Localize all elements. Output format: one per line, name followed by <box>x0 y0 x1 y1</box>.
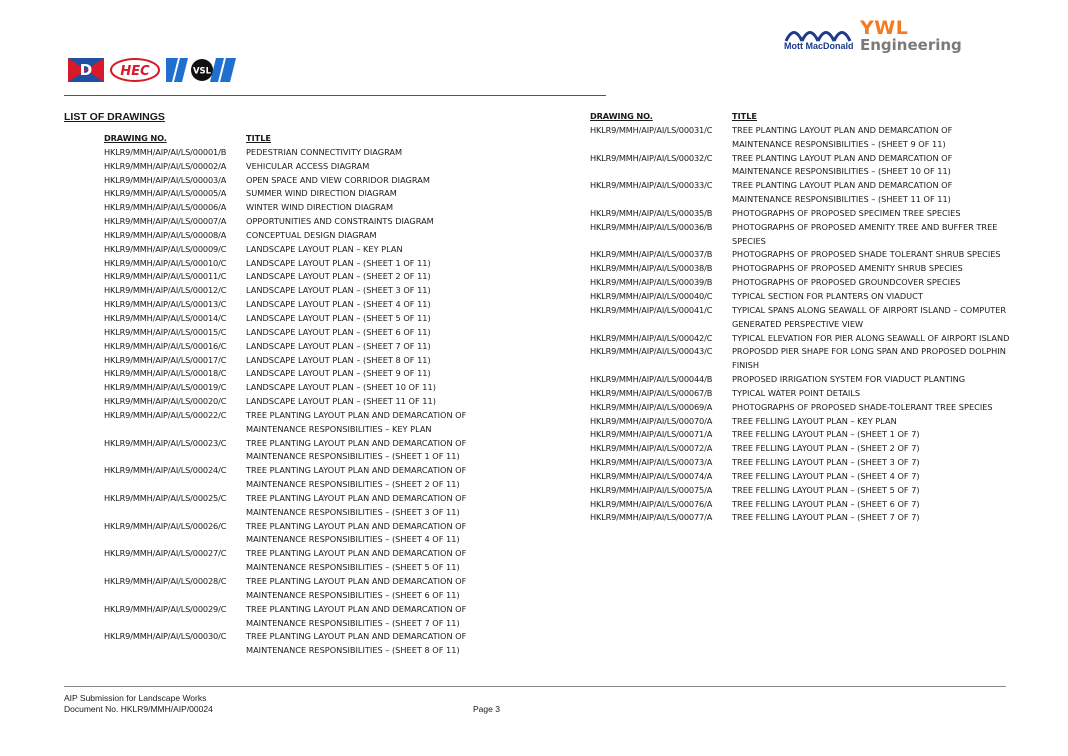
table-row <box>104 340 508 354</box>
table-row <box>590 401 1010 415</box>
drawing-number: HKLR9/MMH/AIP/AI/LS/00014/C <box>104 312 227 323</box>
drawing-number: HKLR9/MMH/AIP/AI/LS/00029/C <box>104 603 227 614</box>
drawing-no-header: DRAWING NO. <box>104 133 167 143</box>
table-row <box>104 630 508 658</box>
vsl-logo-text: VSL <box>192 66 212 77</box>
drawing-title: TYPICAL WATER POINT DETAILS <box>732 387 861 398</box>
drawing-title: TREE PLANTING LAYOUT PLAN AND DEMARCATION OF MAINTENANCE RESPONSIBILITIES – (SHEET 10 OF 11) <box>732 152 953 177</box>
drawing-title: LANDSCAPE LAYOUT PLAN – (SHEET 3 OF 11) <box>246 285 431 296</box>
drawing-number: HKLR9/MMH/AIP/AI/LS/00071/A <box>590 429 713 440</box>
drawing-number: HKLR9/MMH/AIP/AI/LS/00009/C <box>104 243 227 254</box>
drawing-number: HKLR9/MMH/AIP/AI/LS/00024/C <box>104 465 227 476</box>
column-headers <box>590 110 1010 124</box>
drawing-title: PHOTOGRAPHS OF PROPOSED GROUNDCOVER SPECIES <box>732 277 961 288</box>
drawing-title: OPEN SPACE AND VIEW CORRIDOR DIAGRAM <box>246 174 430 185</box>
table-row <box>104 547 508 575</box>
drawing-title: TREE PLANTING LAYOUT PLAN AND DEMARCATION OF MAINTENANCE RESPONSIBILITIES – (SHEET 2 OF 11) <box>246 465 467 490</box>
table-row <box>590 221 1010 249</box>
drawing-number: HKLR9/MMH/AIP/AI/LS/00032/C <box>590 152 713 163</box>
vsl-logo-icon <box>166 58 236 82</box>
drawing-number: HKLR9/MMH/AIP/AI/LS/00005/A <box>104 188 227 199</box>
drawing-number: HKLR9/MMH/AIP/AI/LS/00013/C <box>104 299 227 310</box>
drawing-number: HKLR9/MMH/AIP/AI/LS/00020/C <box>104 396 227 407</box>
drawing-number: HKLR9/MMH/AIP/AI/LS/00008/A <box>104 229 227 240</box>
table-row <box>104 146 508 160</box>
table-row <box>590 498 1010 512</box>
drawing-title: LANDSCAPE LAYOUT PLAN – (SHEET 4 OF 11) <box>246 299 431 310</box>
header-divider <box>64 95 606 96</box>
drawing-title: TREE PLANTING LAYOUT PLAN AND DEMARCATION OF MAINTENANCE RESPONSIBILITIES – (SHEET 8 OF 11) <box>246 631 467 656</box>
drawing-number: HKLR9/MMH/AIP/AI/LS/00026/C <box>104 520 227 531</box>
page-title: LIST OF DRAWINGS <box>64 111 165 123</box>
drawing-no-header: DRAWING NO. <box>590 111 653 121</box>
engineering-text: Engineering <box>860 36 962 54</box>
drawing-number: HKLR9/MMH/AIP/AI/LS/00074/A <box>590 470 713 481</box>
drawing-title: TREE PLANTING LAYOUT PLAN AND DEMARCATION OF MAINTENANCE RESPONSIBILITIES – (SHEET 9 OF 11) <box>732 124 953 149</box>
drawing-title: TREE FELLING LAYOUT PLAN – (SHEET 5 OF 7) <box>732 484 920 495</box>
drawing-list-left <box>104 132 508 658</box>
drawing-title: PHOTOGRAPHS OF PROPOSED SPECIMEN TREE SPECIES <box>732 207 961 218</box>
title-header: TITLE <box>246 133 272 143</box>
drawing-title: TYPICAL SECTION FOR PLANTERS ON VIADUCT <box>732 290 923 301</box>
drawing-number: HKLR9/MMH/AIP/AI/LS/00019/C <box>104 382 227 393</box>
drawing-number: HKLR9/MMH/AIP/AI/LS/00031/C <box>590 124 713 135</box>
drawing-title: TREE FELLING LAYOUT PLAN – KEY PLAN <box>732 415 897 426</box>
table-row <box>104 437 508 465</box>
drawing-title: TREE PLANTING LAYOUT PLAN AND DEMARCATION OF MAINTENANCE RESPONSIBILITIES – (SHEET 5 OF 11) <box>246 548 467 573</box>
drawing-title: LANDSCAPE LAYOUT PLAN – (SHEET 7 OF 11) <box>246 340 431 351</box>
drawing-number: HKLR9/MMH/AIP/AI/LS/00069/A <box>590 401 713 412</box>
table-row <box>104 160 508 174</box>
table-row <box>104 187 508 201</box>
drawing-number: HKLR9/MMH/AIP/AI/LS/00037/B <box>590 249 713 260</box>
table-row <box>104 215 508 229</box>
drawing-title: TREE FELLING LAYOUT PLAN – (SHEET 4 OF 7) <box>732 470 920 481</box>
table-row <box>104 284 508 298</box>
drawing-number: HKLR9/MMH/AIP/AI/LS/00070/A <box>590 415 713 426</box>
svg-text:D: D <box>79 61 93 79</box>
table-row <box>590 428 1010 442</box>
drawing-number: HKLR9/MMH/AIP/AI/LS/00038/B <box>590 263 713 274</box>
table-row <box>590 207 1010 221</box>
drawing-number: HKLR9/MMH/AIP/AI/LS/00023/C <box>104 437 227 448</box>
drawing-title: TREE FELLING LAYOUT PLAN – (SHEET 3 OF 7) <box>732 457 920 468</box>
drawing-title: TREE FELLING LAYOUT PLAN – (SHEET 1 OF 7) <box>732 429 920 440</box>
drawing-number: HKLR9/MMH/AIP/AI/LS/00036/B <box>590 221 713 232</box>
drawing-title: TREE FELLING LAYOUT PLAN – (SHEET 2 OF 7) <box>732 443 920 454</box>
drawing-number: HKLR9/MMH/AIP/AI/LS/00002/A <box>104 160 227 171</box>
hec-logo-icon <box>110 58 160 82</box>
drawing-number: HKLR9/MMH/AIP/AI/LS/00015/C <box>104 326 227 337</box>
drawing-number: HKLR9/MMH/AIP/AI/LS/00076/A <box>590 498 713 509</box>
table-row <box>104 257 508 271</box>
drawing-number: HKLR9/MMH/AIP/AI/LS/00017/C <box>104 354 227 365</box>
drawing-number: HKLR9/MMH/AIP/AI/LS/00073/A <box>590 457 713 468</box>
table-row <box>104 298 508 312</box>
ywl-text: YWL <box>860 17 909 39</box>
drawing-list-right <box>590 110 1010 525</box>
title-header: TITLE <box>732 111 758 121</box>
table-row <box>590 332 1010 346</box>
document-number: Document No. HKLR9/MMH/AIP/00024 <box>64 704 213 714</box>
drawing-title: LANDSCAPE LAYOUT PLAN – (SHEET 9 OF 11) <box>246 368 431 379</box>
drawing-title: TREE PLANTING LAYOUT PLAN AND DEMARCATION OF MAINTENANCE RESPONSIBILITIES – (SHEET 7 OF 11) <box>246 603 467 628</box>
drawing-title: LANDSCAPE LAYOUT PLAN – (SHEET 8 OF 11) <box>246 354 431 365</box>
drawing-number: HKLR9/MMH/AIP/AI/LS/00028/C <box>104 576 227 586</box>
table-row <box>104 326 508 340</box>
table-row <box>590 415 1010 429</box>
drawing-title: LANDSCAPE LAYOUT PLAN – (SHEET 11 OF 11) <box>246 396 436 407</box>
mott-macdonald-text: Mott MacDonald <box>784 41 854 51</box>
table-row <box>104 243 508 257</box>
drawing-title: PROPOSDD PIER SHAPE FOR LONG SPAN AND PROPOSED DOLPHIN FINISH <box>732 346 1006 371</box>
column-headers <box>104 132 508 146</box>
table-row <box>590 248 1010 262</box>
drawing-title: TREE PLANTING LAYOUT PLAN AND DEMARCATION OF MAINTENANCE RESPONSIBILITIES – (SHEET 11 OF 11) <box>732 180 953 205</box>
table-row <box>590 484 1010 498</box>
drawing-number: HKLR9/MMH/AIP/AI/LS/00011/C <box>104 271 227 282</box>
drawing-number: HKLR9/MMH/AIP/AI/LS/00022/C <box>104 409 227 420</box>
drawing-number: HKLR9/MMH/AIP/AI/LS/00072/A <box>590 443 713 454</box>
drawing-title: PHOTOGRAPHS OF PROPOSED AMENITY TREE AND BUFFER TREE SPECIES <box>732 221 998 246</box>
table-row <box>104 354 508 368</box>
table-row <box>590 179 1010 207</box>
drawing-number: HKLR9/MMH/AIP/AI/LS/00030/C <box>104 631 227 642</box>
table-row <box>590 345 1010 373</box>
page-number: Page 3 <box>473 704 500 714</box>
drawing-number: HKLR9/MMH/AIP/AI/LS/00006/A <box>104 202 227 213</box>
drawing-title: WINTER WIND DIRECTION DIAGRAM <box>246 202 394 213</box>
drawing-title: TREE PLANTING LAYOUT PLAN AND DEMARCATION OF MAINTENANCE RESPONSIBILITIES – (SHEET 1 OF 11) <box>246 437 467 462</box>
drawing-number: HKLR9/MMH/AIP/AI/LS/00027/C <box>104 548 227 559</box>
drawing-title: PHOTOGRAPHS OF PROPOSED AMENITY SHRUB SPECIES <box>732 263 963 274</box>
drawing-number: HKLR9/MMH/AIP/AI/LS/00040/C <box>590 290 713 301</box>
table-row <box>104 381 508 395</box>
table-row <box>590 152 1010 180</box>
drawing-number: HKLR9/MMH/AIP/AI/LS/00033/C <box>590 180 713 191</box>
table-row <box>590 442 1010 456</box>
table-row <box>104 520 508 548</box>
drawing-number: HKLR9/MMH/AIP/AI/LS/00043/C <box>590 346 713 357</box>
drawing-number: HKLR9/MMH/AIP/AI/LS/00025/C <box>104 492 227 503</box>
drawing-title: LANDSCAPE LAYOUT PLAN – (SHEET 1 OF 11) <box>246 257 431 268</box>
table-row <box>590 304 1010 332</box>
table-row <box>104 464 508 492</box>
table-row <box>104 409 508 437</box>
table-row <box>590 511 1010 525</box>
hec-logo-text: HEC <box>120 64 150 79</box>
drawing-number: HKLR9/MMH/AIP/AI/LS/00007/A <box>104 216 227 227</box>
drawing-number: HKLR9/MMH/AIP/AI/LS/00075/A <box>590 484 713 495</box>
drawing-title: TREE FELLING LAYOUT PLAN – (SHEET 6 OF 7) <box>732 498 920 509</box>
table-row <box>590 373 1010 387</box>
table-row <box>590 276 1010 290</box>
table-row <box>104 492 508 520</box>
table-row <box>104 201 508 215</box>
table-row <box>104 174 508 188</box>
drawing-number: HKLR9/MMH/AIP/AI/LS/00003/A <box>104 174 227 185</box>
drawing-number: HKLR9/MMH/AIP/AI/LS/00018/C <box>104 368 227 379</box>
drawing-title: PHOTOGRAPHS OF PROPOSED SHADE TOLERANT SHRUB SPECIES <box>732 249 1001 260</box>
drawing-title: PROPOSED IRRIGATION SYSTEM FOR VIADUCT PLANTING <box>732 374 966 385</box>
table-row <box>590 470 1010 484</box>
drawing-title: TREE PLANTING LAYOUT PLAN AND DEMARCATION OF MAINTENANCE RESPONSIBILITIES – (SHEET 6 OF 11) <box>246 576 467 600</box>
table-row <box>104 229 508 243</box>
mott-arches-icon <box>784 22 858 42</box>
drawing-number: HKLR9/MMH/AIP/AI/LS/00041/C <box>590 304 713 315</box>
drawing-number: HKLR9/MMH/AIP/AI/LS/00016/C <box>104 340 227 351</box>
drawing-title: CONCEPTUAL DESIGN DIAGRAM <box>246 229 377 240</box>
table-row <box>590 262 1010 276</box>
drawing-title: TREE PLANTING LAYOUT PLAN AND DEMARCATION OF MAINTENANCE RESPONSIBILITIES – KEY PLAN <box>246 409 467 434</box>
drawing-title: SUMMER WIND DIRECTION DIAGRAM <box>246 188 397 199</box>
drawing-number: HKLR9/MMH/AIP/AI/LS/00035/B <box>590 207 713 218</box>
drawing-number: HKLR9/MMH/AIP/AI/LS/00067/B <box>590 387 713 398</box>
table-row <box>104 367 508 381</box>
drawing-number: HKLR9/MMH/AIP/AI/LS/00010/C <box>104 257 227 268</box>
drawing-title: TREE PLANTING LAYOUT PLAN AND DEMARCATION OF MAINTENANCE RESPONSIBILITIES – (SHEET 3 OF 11) <box>246 492 467 517</box>
table-row <box>590 124 1010 152</box>
drawing-title: VEHICULAR ACCESS DIAGRAM <box>246 160 370 171</box>
drawing-title: TREE PLANTING LAYOUT PLAN AND DEMARCATION OF MAINTENANCE RESPONSIBILITIES – (SHEET 4 OF 11) <box>246 520 467 545</box>
drawing-title: LANDSCAPE LAYOUT PLAN – (SHEET 5 OF 11) <box>246 312 431 323</box>
table-row <box>104 312 508 326</box>
drawing-number: HKLR9/MMH/AIP/AI/LS/00039/B <box>590 277 713 288</box>
drawing-number: HKLR9/MMH/AIP/AI/LS/00001/B <box>104 146 227 157</box>
table-row <box>104 575 508 603</box>
contractor-logos <box>68 56 236 84</box>
table-row <box>104 270 508 284</box>
table-row <box>590 456 1010 470</box>
drawing-number: HKLR9/MMH/AIP/AI/LS/00077/A <box>590 512 713 523</box>
drawing-title: PEDESTRIAN CONNECTIVITY DIAGRAM <box>246 146 403 157</box>
drawing-title: LANDSCAPE LAYOUT PLAN – KEY PLAN <box>246 243 403 254</box>
footer-divider <box>64 686 1006 687</box>
ywl-mott-logo <box>784 17 964 60</box>
drawing-title: LANDSCAPE LAYOUT PLAN – (SHEET 6 OF 11) <box>246 326 431 337</box>
table-row <box>104 395 508 409</box>
table-row <box>590 290 1010 304</box>
drawing-title: LANDSCAPE LAYOUT PLAN – (SHEET 2 OF 11) <box>246 271 431 282</box>
drawing-title: LANDSCAPE LAYOUT PLAN – (SHEET 10 OF 11) <box>246 382 436 393</box>
drawing-title: TREE FELLING LAYOUT PLAN – (SHEET 7 OF 7) <box>732 512 920 523</box>
table-row <box>104 603 508 631</box>
drawing-number: HKLR9/MMH/AIP/AI/LS/00012/C <box>104 285 227 296</box>
footer-info <box>64 693 213 715</box>
drawing-title: TYPICAL SPANS ALONG SEAWALL OF AIRPORT ISLAND – COMPUTER GENERATED PERSPECTIVE VIEW <box>732 304 1007 329</box>
drawing-title: PHOTOGRAPHS OF PROPOSED SHADE-TOLERANT TREE SPECIES <box>732 401 993 412</box>
submission-title: AIP Submission for Landscape Works <box>64 693 207 703</box>
drawing-title: OPPORTUNITIES AND CONSTRAINTS DIAGRAM <box>246 216 434 227</box>
dragages-logo-icon <box>68 58 104 82</box>
drawing-number: HKLR9/MMH/AIP/AI/LS/00042/C <box>590 332 713 343</box>
drawing-title: TYPICAL ELEVATION FOR PIER ALONG SEAWALL OF AIRPORT ISLAND <box>732 332 1010 343</box>
drawing-number: HKLR9/MMH/AIP/AI/LS/00044/B <box>590 374 713 385</box>
table-row <box>590 387 1010 401</box>
